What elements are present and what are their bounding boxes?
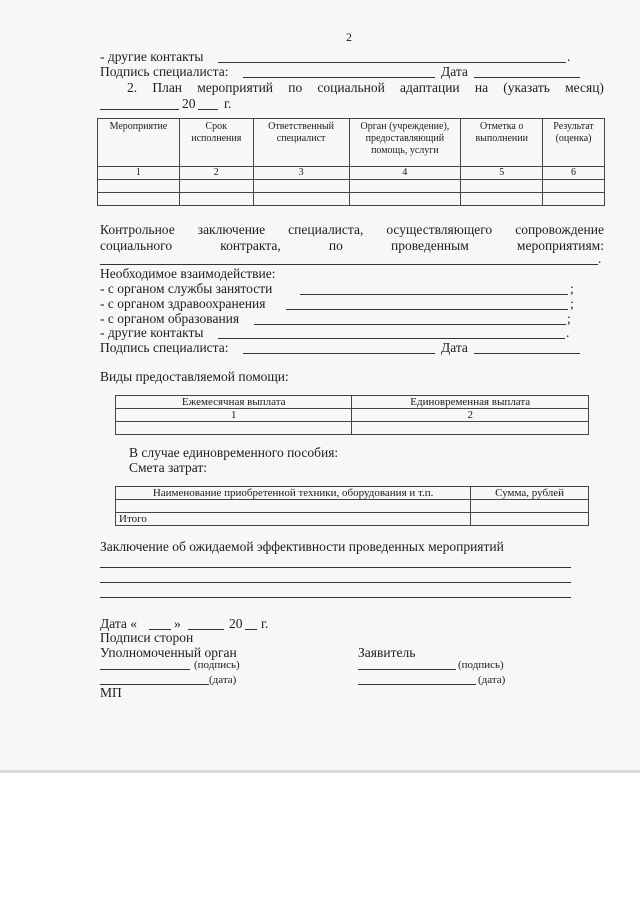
plan-table [97,118,605,206]
plan-heading-word: адаптации [400,80,460,95]
estimate-total-cell[interactable] [471,513,589,526]
assistance-number-row [116,409,589,422]
applicant-signature-hint: (подпись) [458,659,504,671]
plan-row [98,193,605,206]
estimate-cell[interactable] [116,500,471,513]
plan-cell[interactable] [543,193,605,206]
conclusion-word: осуществляющего [386,222,493,237]
plan-heading-word: План [152,80,183,95]
plan-heading [127,80,604,95]
conclusion-line-2 [100,238,604,253]
plan-cell[interactable] [253,193,349,206]
footer-year-line[interactable] [245,629,257,630]
plan-heading-word: социальной [317,80,385,95]
footer-date-label: Дата « [100,616,138,631]
applicant-label: Заявитель [358,645,416,660]
plan-year-line[interactable] [198,109,218,110]
plan-number-cell: 6 [543,167,605,180]
conclusion-line-1 [100,222,604,237]
authority-label: Уполномоченный орган [100,645,237,660]
date-line[interactable] [474,77,580,78]
assistance-header-cell: Ежемесячная выплата [116,396,352,409]
other-contacts-line[interactable] [218,62,566,63]
plan-header-cell: Отметка о выполнении [461,119,543,167]
education-semicolon: ; [567,311,571,326]
conclusion-word: специалиста, [288,222,364,237]
footer-year-prefix: 20 [229,616,243,631]
interaction-title: Необходимое взаимодействие: [100,266,276,281]
authority-date-hint: (дата) [209,674,237,686]
plan-header-cell: Орган (учреждение), предоставляющий помощь, услуги [349,119,461,167]
conclusion-word: мероприятиям: [516,238,604,253]
specialist-signature-line[interactable] [243,77,435,78]
authority-signature-hint: (подпись) [194,659,240,671]
plan-cell[interactable] [349,180,461,193]
footer-year-suffix: г. [261,616,269,631]
health-label: - с органом здравоохранения [100,296,266,311]
plan-year-prefix: 20 [182,96,196,111]
conclusion-word: по [328,238,343,253]
plan-heading-word: месяц) [565,80,604,95]
footer-month-line[interactable] [188,629,224,630]
conclusion-fill-line[interactable] [100,264,598,265]
plan-heading-word: по [288,80,303,95]
estimate-header-cell: Наименование приобретенной техники, оборудования и т.п. [116,487,471,500]
plan-cell[interactable] [179,180,253,193]
specialist-signature-label: Подпись специалиста: [100,64,229,79]
plan-number-cell: 1 [98,167,180,180]
plan-row [98,180,605,193]
date-label-2: Дата [441,340,468,355]
plan-year-suffix: г. [224,96,232,111]
estimate-row [116,500,589,513]
plan-cell[interactable] [179,193,253,206]
effectiveness-title: Заключение об ожидаемой эффективности проведенных мероприятий [100,539,504,554]
plan-cell[interactable] [98,180,180,193]
employment-label: - с органом службы занятости [100,281,273,296]
applicant-signature-line[interactable] [358,669,456,670]
plan-cell[interactable] [98,193,180,206]
conclusion-word: проведенным [391,238,469,253]
other-contacts-label-2: - другие контакты [100,325,204,340]
plan-cell[interactable] [349,193,461,206]
employment-semicolon: ; [570,281,574,296]
conclusion-word: сопровождение [515,222,604,237]
specialist-signature-label-2: Подпись специалиста: [100,340,229,355]
education-line[interactable] [254,324,566,325]
conclusion-period: . [598,251,602,266]
plan-heading-word: мероприятий [197,80,274,95]
assistance-header-row [116,396,589,409]
plan-heading-word: 2. [127,80,138,95]
plan-header-cell: Срок исполнения [179,119,253,167]
plan-heading-word: на [474,80,489,95]
plan-number-cell: 2 [179,167,253,180]
footer-date-quote-close: » [174,616,181,631]
stamp-label: МП [100,685,122,700]
effectiveness-line[interactable] [100,582,571,583]
conclusion-word: Контрольное [100,222,175,237]
authority-signature-line[interactable] [100,669,190,670]
plan-header-row [98,119,605,167]
other-contacts-period-2: . [566,325,570,340]
estimate-title: Смета затрат: [129,460,208,475]
estimate-table [115,486,589,526]
health-semicolon: ; [570,296,574,311]
assistance-cell[interactable] [352,422,589,435]
date-line-2[interactable] [474,353,580,354]
estimate-header-cell: Сумма, рублей [471,487,589,500]
page-number: 2 [346,30,352,44]
estimate-total-row [116,513,589,526]
estimate-cell[interactable] [471,500,589,513]
lump-sum-case-label: В случае единовременного пособия: [129,445,339,460]
employment-line[interactable] [300,294,568,295]
applicant-date-line[interactable] [358,684,476,685]
assistance-number-cell: 2 [352,409,589,422]
plan-number-cell: 4 [349,167,461,180]
estimate-total-label: Итого [116,513,471,526]
assistance-number-cell: 1 [116,409,352,422]
assistance-cell[interactable] [116,422,352,435]
plan-cell[interactable] [461,180,543,193]
effectiveness-line[interactable] [100,597,571,598]
plan-cell[interactable] [253,180,349,193]
applicant-date-hint: (дата) [478,674,506,686]
date-label: Дата [441,64,468,79]
plan-header-cell: Мероприятие [98,119,180,167]
estimate-header-row [116,487,589,500]
effectiveness-line[interactable] [100,567,571,568]
conclusion-word: заключение [197,222,266,237]
assistance-table [115,395,589,435]
assistance-title: Виды предоставляемой помощи: [100,369,289,384]
conclusion-word: контракта, [220,238,281,253]
plan-cell[interactable] [461,193,543,206]
page-edge-shadow [0,770,640,773]
education-label: - с органом образования [100,311,240,326]
specialist-signature-line-2[interactable] [243,353,435,354]
plan-month-line[interactable] [100,109,179,110]
signatures-title: Подписи сторон [100,630,194,645]
health-line[interactable] [286,309,568,310]
conclusion-word: социального [100,238,173,253]
plan-heading-word: (указать [503,80,550,95]
other-contacts-label: - другие контакты [100,49,204,64]
plan-cell[interactable] [543,180,605,193]
plan-number-row [98,167,605,180]
plan-header-cell: Ответственный специалист [253,119,349,167]
plan-number-cell: 5 [461,167,543,180]
other-contacts-period: . [567,49,571,64]
other-contacts-line-2[interactable] [218,338,565,339]
assistance-header-cell: Единовременная выплата [352,396,589,409]
assistance-row [116,422,589,435]
plan-header-cell: Результат (оценка) [543,119,605,167]
plan-number-cell: 3 [253,167,349,180]
